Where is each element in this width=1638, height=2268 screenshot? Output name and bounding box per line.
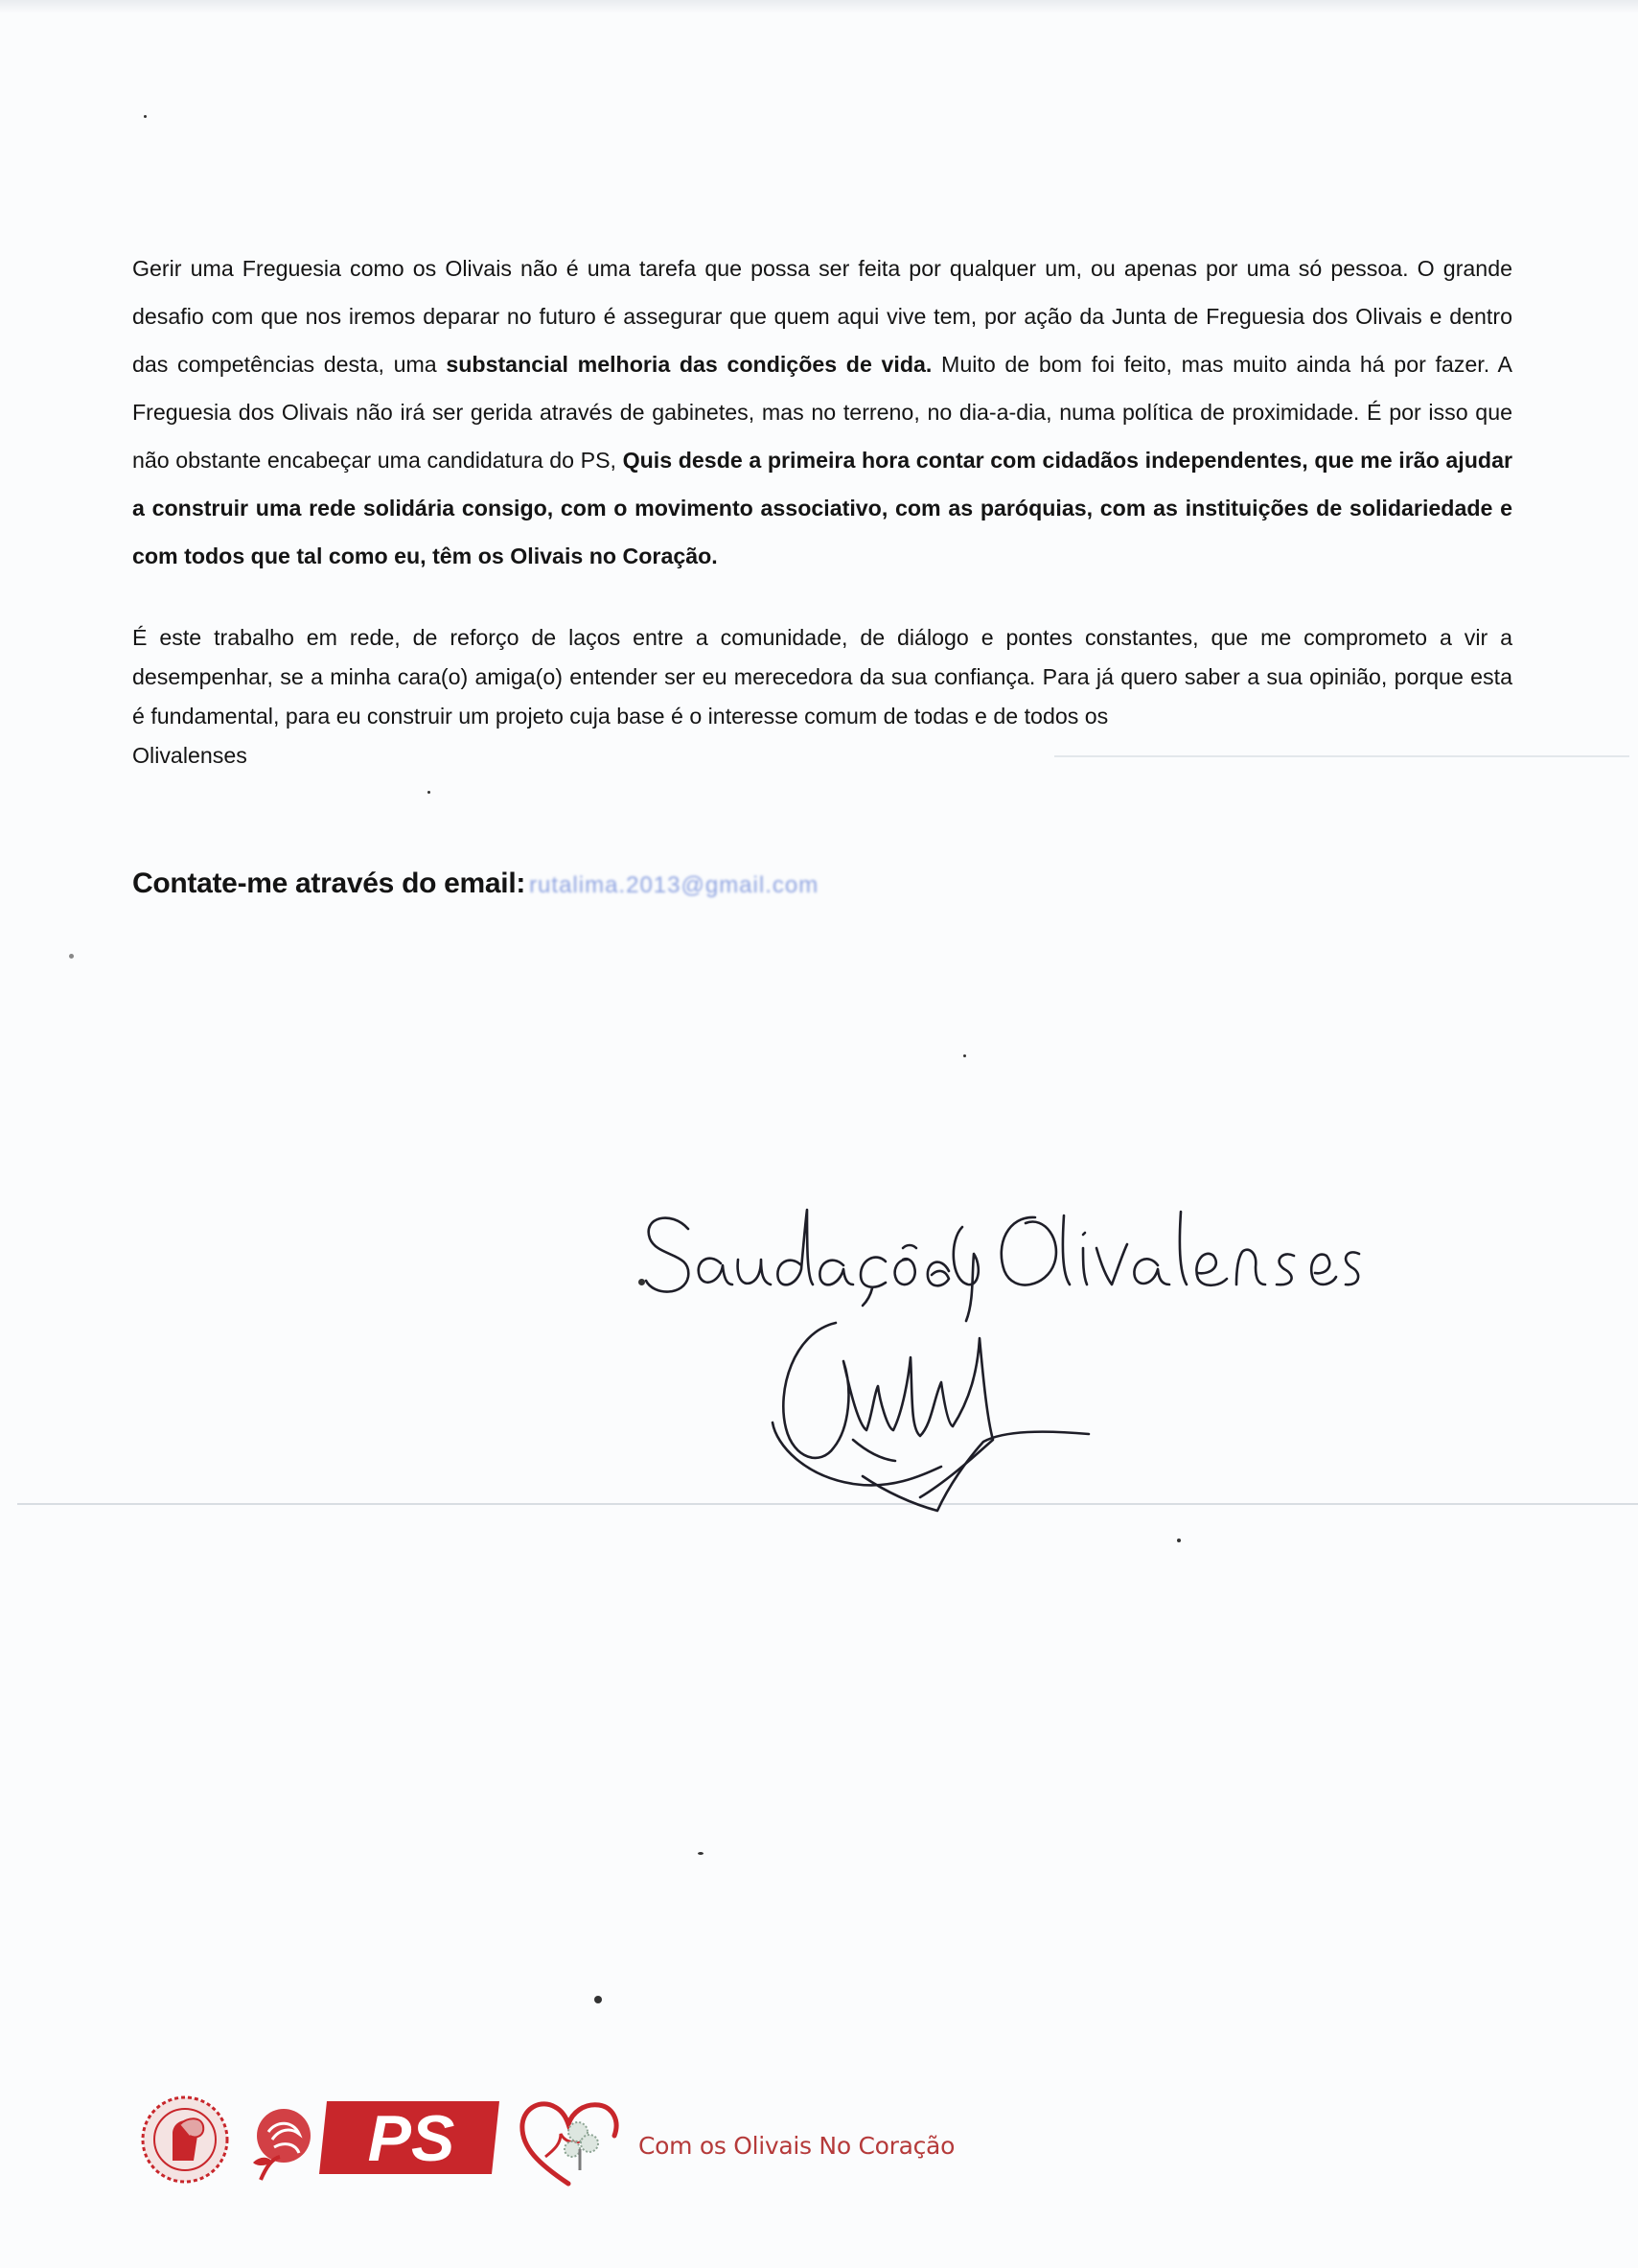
- rose-icon: [247, 2099, 314, 2186]
- contact-line: [132, 868, 819, 900]
- contact-label: Contate-me através do email:: [132, 868, 526, 899]
- scan-speck: [963, 1054, 966, 1057]
- letter-paragraph-2: [132, 618, 1512, 775]
- scan-speck: [1177, 1539, 1181, 1542]
- para1-text-2: Muito de bom foi feito, mas muito ainda há por fazer. A Freguesia dos Olivais não irá ser gerida através de gabinetes, mas no terreno, no dia-a-dia, numa política de proximidade. É por isso que não obstante encabeçar uma candidatura do PS,: [132, 352, 1513, 473]
- para1-text-1: Gerir uma Freguesia como os Olivais não é uma tarefa que possa ser feita por qualquer um, ou apenas por uma só pessoa. O grande desafio com que nos iremos deparar no futuro é assegurar que quem aqui vive tem, por ação da Junta de Freguesia dos Olivais e dentro das competências desta, uma: [132, 256, 1512, 377]
- scan-speck: [427, 791, 430, 794]
- scan-top-edge: [0, 0, 1638, 13]
- footer-logos: [132, 2090, 995, 2205]
- scan-speck: [69, 954, 74, 959]
- para1-bold-1: substancial melhoria das condições de vida.: [446, 352, 933, 377]
- letter-paragraph-1: [132, 244, 1512, 580]
- handwritten-signature-block: [633, 1189, 1361, 1534]
- scan-speck: [698, 1852, 704, 1855]
- ps-logo-text: PS: [367, 2102, 455, 2175]
- scan-speck: [594, 1996, 602, 2003]
- ps-party-logo: [319, 2099, 501, 2176]
- heart-tree-icon: [511, 2090, 626, 2195]
- para2-last-line: Olivalenses: [132, 743, 247, 768]
- scan-speck: [144, 115, 147, 118]
- handwritten-closing-and-signature: [633, 1189, 1361, 1534]
- para1-bold-2: Quis desde a primeira hora contar com cidadãos independentes, que me irão ajudar a construir uma rede solidária consigo, com o movimento associativo, com as paróquias, com as instituições de solidariedade e com todos que tal como eu, têm os Olivais no Coração.: [132, 448, 1512, 568]
- para2-text: É este trabalho em rede, de reforço de laços entre a comunidade, de diálogo e pontes constantes, que me comprometo a vir a desempenhar, se a minha cara(o) amiga(o) entender ser eu merecedora da sua confiança. Para já quero saber a sua opinião, porque esta é fundamental, para eu construir um projeto cuja base é o interesse comum de todas e de todos os: [132, 625, 1512, 729]
- campaign-tagline: Com os Olivais No Coração: [638, 2132, 956, 2160]
- party-fist-emblem-icon: [132, 2092, 238, 2187]
- contact-email[interactable]: rutalima.2013@gmail.com: [529, 872, 819, 898]
